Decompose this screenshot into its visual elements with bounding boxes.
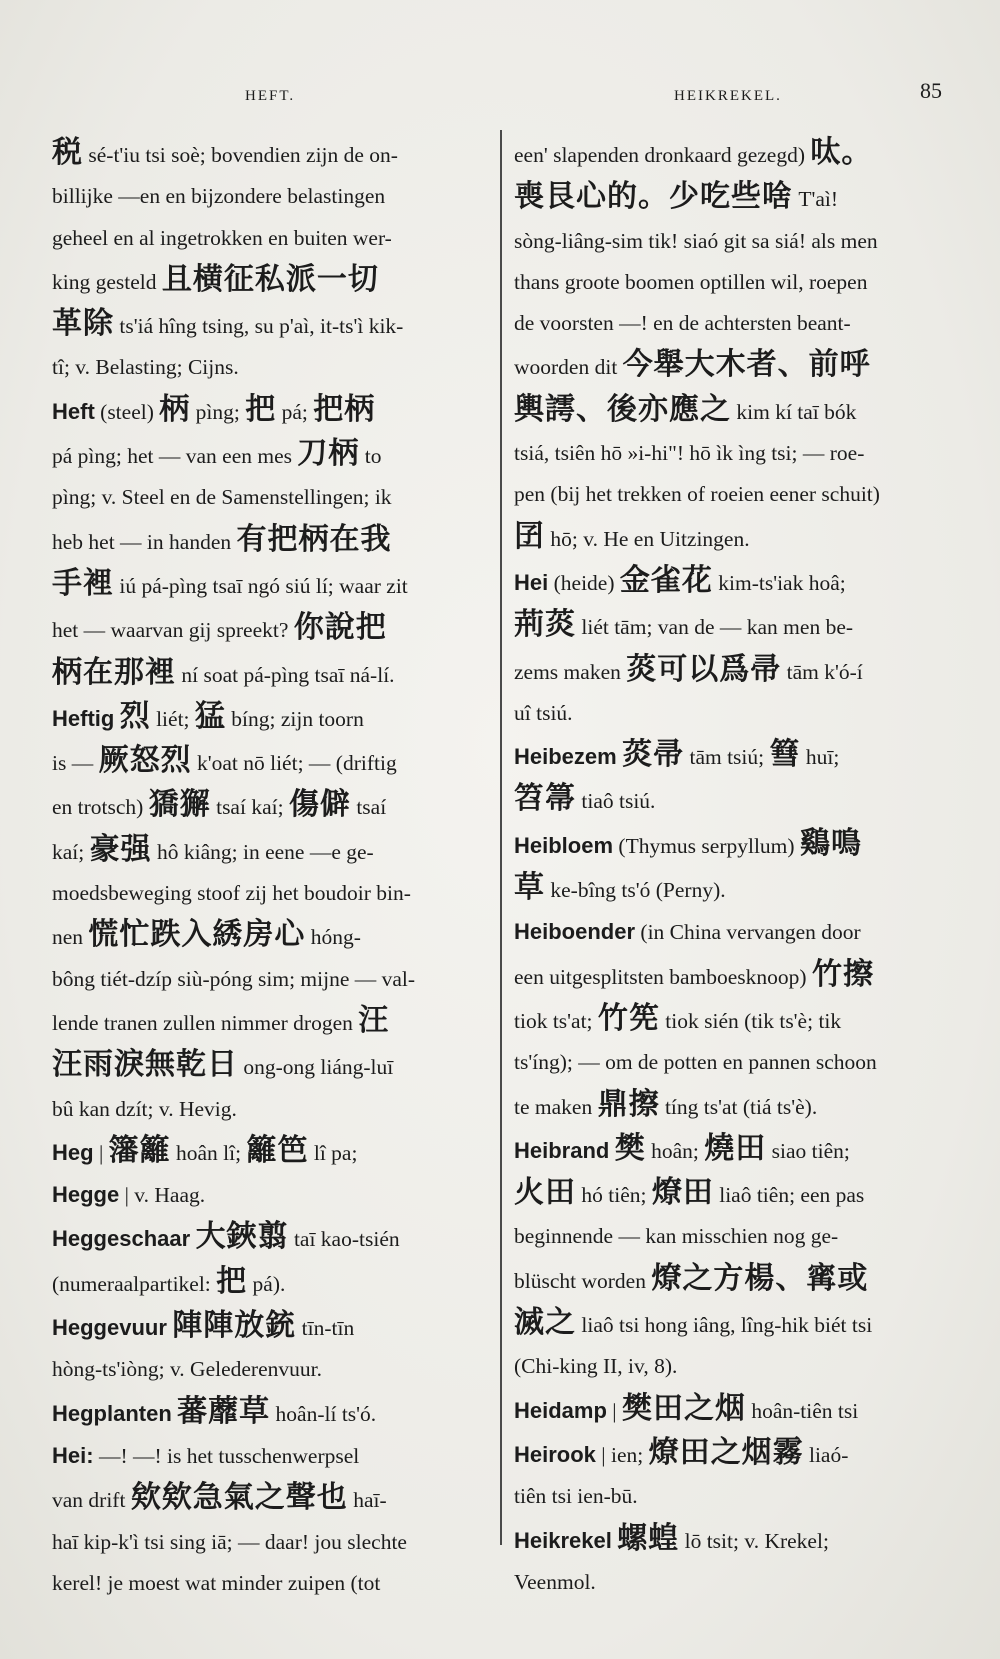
text-line: 笤箒 tiaô tsiú.	[514, 782, 656, 816]
text-line: het — waarvan gij spreekt? 你說把	[52, 611, 387, 645]
text-line: Heirook | ien; 燎田之烟霧 liaó-	[514, 1435, 849, 1469]
text-line: Hegge | v. Haag.	[52, 1182, 206, 1208]
text-line: Heidamp | 樊田之烟 hoân-tiên tsi	[514, 1391, 859, 1425]
text-line: ts'íng); — om de potten en pannen schoon	[514, 1050, 877, 1075]
text-line: bû kan dzít; v. Hevig.	[52, 1096, 237, 1121]
text-line: de voorsten —! en de achtersten beant-	[514, 311, 851, 336]
text-line: tsiá, tsiên hō »i-hi"! hō ìk ìng tsi; — roe-	[514, 441, 865, 466]
text-line: Heibezem 菼帚 tām tsiú; 篲 huī;	[514, 738, 840, 772]
text-line: 税 sé-t'iu tsi soè; bovendien zijn de on-	[52, 136, 398, 169]
text-line: Heftig 烈 liét; 猛 bíng; zijn toorn	[52, 699, 364, 733]
text-line: pen (bij het trekken of roeien eener schuit)	[514, 482, 880, 507]
text-line: thans groote boomen optillen wil, roepen	[514, 269, 868, 294]
text-line: Heg | 籓籬 hoân lî; 籬笆 lî pa;	[52, 1133, 358, 1167]
text-line: Heibrand 樊 hoân; 燒田 siao tiên;	[514, 1131, 850, 1165]
text-line: hòng-ts'iòng; v. Gelederenvuur.	[52, 1357, 322, 1382]
text-line: pá pìng; het — van een mes 刀柄 to	[52, 437, 382, 471]
text-line: te maken 鼎擦 tíng ts'at (tiá ts'è).	[514, 1087, 818, 1121]
text-line: Heggeschaar 大鋏翦 taī kao-tsién	[52, 1220, 400, 1254]
text-line: zems maken 菼可以爲帚 tām k'ó-í	[514, 652, 863, 686]
text-line: tiên tsi ien-bū.	[514, 1484, 638, 1509]
text-line: sòng-liâng-sim tik! siaó git sa siá! als men	[514, 228, 878, 253]
text-line: (numeraalpartikel: 把 pá).	[52, 1264, 286, 1298]
text-line: nen 慌忙跌入綉房心 hóng-	[52, 918, 361, 952]
text-line: Heibloem (Thymus serpyllum) 鷄鳴	[514, 826, 862, 860]
text-line: 荊菼 liét tām; van de — kan men be-	[514, 608, 854, 642]
text-line: haī kip-k'ì tsi sing iā; — daar! jou slechte	[52, 1529, 407, 1554]
text-line: Hegplanten 蕃蘼草 hoân-lí ts'ó.	[52, 1394, 377, 1428]
text-line: geheel en al ingetrokken en buiten wer-	[52, 225, 392, 250]
left-column	[52, 132, 488, 1604]
text-line: tiok ts'at; 竹筅 tiok sién (tik ts'è; tik	[514, 1001, 842, 1035]
text-line: bông tiét-dzíp siù-póng sim; mijne — val-	[52, 966, 416, 991]
text-line: 滅之 liaô tsi hong iâng, lîng-hik biét tsi	[514, 1306, 873, 1340]
text-line: tî; v. Belasting; Cijns.	[52, 355, 239, 380]
text-line: pìng; v. Steel en de Samenstellingen; ik	[52, 485, 392, 510]
running-header	[50, 78, 950, 114]
text-line: Heiboender (in China vervangen door	[514, 919, 861, 945]
page-number: 85	[920, 78, 942, 103]
text-line: 喪艮心的。少吃些啥 T'aì!	[514, 180, 839, 214]
text-line: is — 厥怒烈 k'oat nō liét; — (driftig	[52, 744, 397, 778]
text-line: uî tsiú.	[514, 700, 573, 725]
text-line: (Chi-king II, iv, 8).	[514, 1354, 678, 1379]
text-line: king gesteld 且横征私派一切	[52, 262, 379, 296]
header-center-word: HEIKREKEL.	[674, 88, 782, 104]
header-left-word: HEFT.	[245, 88, 296, 104]
text-line: 汪雨淚無乾日 ong-ong liáng-luī	[52, 1048, 394, 1082]
text-line: 火田 hó tiên; 燎田 liaô tiên; een pas	[514, 1176, 865, 1210]
text-line: en trotsch) 獢獬 tsaí kaí; 傷僻 tsaí	[52, 788, 387, 822]
text-line: Heft (steel) 柄 pìng; 把 pá; 把柄	[52, 392, 376, 426]
text-line: 手裡 iú pá-pìng tsaī ngó siú lí; waar zit	[52, 566, 408, 600]
text-line: Hei: —! —! is het tusschenwerpsel	[52, 1442, 360, 1468]
text-line: Hei (heide) 金雀花 kim-ts'iak hoâ;	[514, 563, 846, 597]
text-line: billijke —en en bijzondere belastingen	[52, 184, 386, 209]
text-line: Heikrekel 螺蝗 lō tsit; v. Krekel;	[514, 1521, 829, 1555]
text-line: 囝 hō; v. He en Uitzingen.	[514, 519, 750, 553]
text-line: heb het — in handen 有把柄在我	[52, 522, 392, 556]
text-line: lende tranen zullen nimmer drogen 汪	[52, 1003, 390, 1037]
text-line: moedsbeweging stoof zij het boudoir bin-	[52, 881, 411, 906]
text-line: beginnende — kan misschien nog ge-	[514, 1224, 839, 1249]
text-line: 輿謣、後亦應之 kim kí taī bók	[514, 392, 857, 426]
text-line: woorden dit 今舉大木者、前呼	[514, 348, 871, 382]
text-line: 草 ke-bîng ts'ó (Perny).	[514, 871, 726, 905]
column-divider	[500, 130, 502, 1545]
text-line: kerel! je moest wat minder zuipen (tot	[52, 1570, 381, 1595]
right-column	[514, 132, 950, 1603]
text-line: van drift 欸欸急氣之聲也 haī-	[52, 1481, 387, 1515]
text-line: 柄在那裡 ní soat pá-pìng tsaī ná-lí.	[52, 655, 395, 689]
text-line: kaí; 豪强 hô kiâng; in eene —e ge-	[52, 832, 374, 866]
text-line: Veenmol.	[514, 1569, 596, 1594]
text-line: een' slapenden dronkaard gezegd) 呔。	[514, 136, 873, 169]
text-line: een uitgesplitsten bamboesknoop) 竹擦	[514, 957, 874, 991]
text-line: 革除 ts'iá hîng tsing, su p'aì, it-ts'ì kik-	[52, 307, 404, 341]
text-line: blüscht worden 燎之方楊、寗或	[514, 1261, 869, 1295]
text-line: Heggevuur 陣陣放銃 tīn-tīn	[52, 1309, 355, 1343]
